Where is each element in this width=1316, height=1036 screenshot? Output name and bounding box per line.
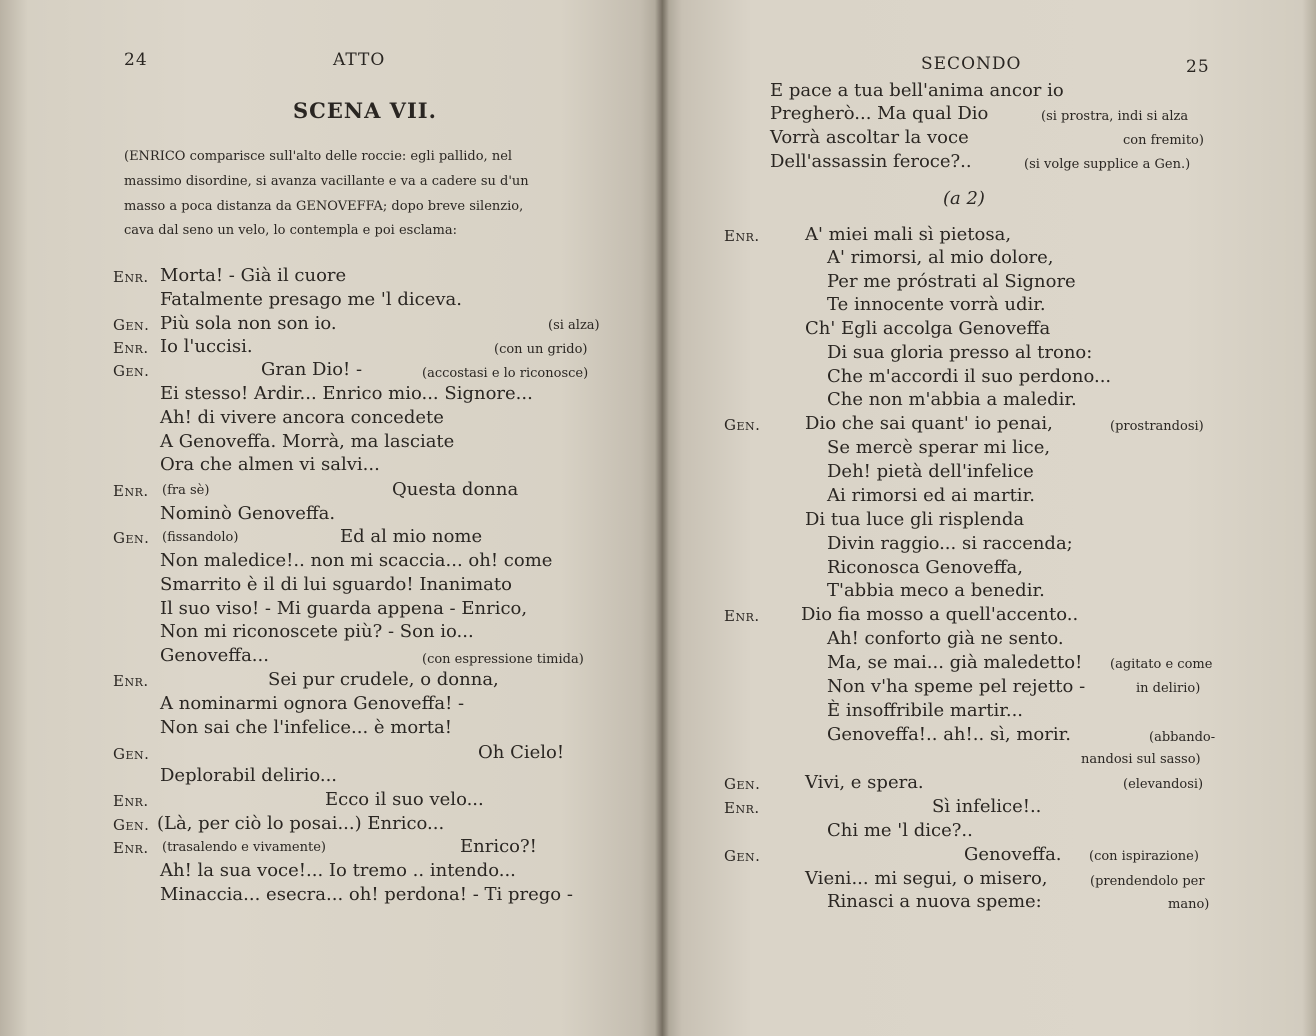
- stage-direction: (abbando-: [1149, 730, 1216, 745]
- running-head: ATTO: [333, 50, 386, 70]
- page-number: 24: [124, 50, 148, 70]
- verse-line: Vorrà ascoltar la voce: [770, 127, 969, 148]
- verse-line: Ed al mio nome: [340, 526, 483, 547]
- verse-line: A' miei mali sì pietosa,: [805, 224, 1012, 245]
- stage-direction: (fissandolo): [162, 530, 239, 545]
- speaker-label: Enr.: [113, 839, 149, 857]
- stage-direction: in delirio): [1136, 681, 1201, 696]
- verse-line: Per me próstrati al Signore: [827, 271, 1076, 292]
- book-gutter: [655, 0, 669, 1036]
- speaker-label: Enr.: [113, 482, 149, 500]
- right-page: [662, 0, 1316, 1036]
- stage-direction: mano): [1168, 897, 1210, 912]
- speaker-label: Gen.: [113, 745, 150, 763]
- verse-line: Io l'uccisi.: [160, 336, 253, 357]
- verse-line: Chi me 'l dice?..: [827, 820, 973, 841]
- verse-line: Ah! la sua voce!... Io tremo .. intendo...: [160, 860, 516, 881]
- verse-line: A' rimorsi, al mio dolore,: [827, 247, 1054, 268]
- verse-line: Ora che almen vi salvi...: [160, 454, 380, 475]
- speaker-label: Enr.: [724, 607, 760, 625]
- verse-line: E pace a tua bell'anima ancor io: [770, 80, 1064, 101]
- stage-direction: (si volge supplice a Gen.): [1024, 157, 1191, 172]
- speaker-label: Enr.: [113, 672, 149, 690]
- speaker-label: Enr.: [724, 227, 760, 245]
- verse-line: Smarrito è il di lui sguardo! Inanimato: [160, 574, 512, 595]
- speaker-label: Gen.: [724, 847, 761, 865]
- verse-line: A nominarmi ognora Genoveffa! -: [160, 693, 465, 714]
- verse-line: Non sai che l'infelice... è morta!: [160, 717, 452, 738]
- verse-line: Ai rimorsi ed ai martir.: [827, 485, 1035, 506]
- verse-line: Se mercè sperar mi lice,: [827, 437, 1051, 458]
- speaker-label: Gen.: [113, 362, 150, 380]
- verse-line: Rinasci a nuova speme:: [827, 891, 1042, 912]
- verse-line: Genoveffa!.. ah!.. sì, morir.: [827, 724, 1071, 745]
- stage-direction: (con un grido): [494, 342, 588, 357]
- verse-line: Ah! di vivere ancora concedete: [160, 407, 444, 428]
- verse-line: T'abbia meco a benedir.: [827, 580, 1045, 601]
- verse-line: Ma, se mai... già maledetto!: [827, 652, 1083, 673]
- stage-direction: (si prostra, indi si alza: [1041, 109, 1189, 124]
- speaker-label: Enr.: [724, 799, 760, 817]
- a-due-marker: (a 2): [943, 188, 985, 209]
- verse-line: Deplorabil delirio...: [160, 765, 338, 786]
- verse-line: Dell'assassin feroce?..: [770, 151, 972, 172]
- verse-line: Ei stesso! Ardir... Enrico mio... Signore...: [160, 383, 533, 404]
- verse-line: Oh Cielo!: [478, 742, 565, 763]
- verse-line: Nominò Genoveffa.: [160, 503, 336, 524]
- verse-line: Fatalmente presago me 'l diceva.: [160, 289, 462, 310]
- verse-line: Vieni... mi segui, o misero,: [805, 868, 1048, 889]
- verse-line: Ah! conforto già ne sento.: [827, 628, 1064, 649]
- verse-line: Genoveffa.: [964, 844, 1062, 865]
- stage-direction: (elevandosi): [1123, 777, 1204, 792]
- verse-line: (Là, per ciò lo posai...) Enrico...: [157, 813, 445, 834]
- verse-line: Te innocente vorrà udir.: [827, 294, 1046, 315]
- scene-title: SCENA VII.: [293, 98, 437, 123]
- stage-direction: (trasalendo e vivamente): [162, 840, 326, 855]
- speaker-label: Enr.: [113, 339, 149, 357]
- stage-direction-line: (ENRICO comparisce sull'alto delle roccie: egli pallido, nel: [124, 149, 513, 164]
- speaker-label: Gen.: [724, 775, 761, 793]
- stage-direction-line: masso a poca distanza da GENOVEFFA; dopo breve silenzio,: [124, 199, 524, 214]
- speaker-label: Gen.: [724, 416, 761, 434]
- speaker-label: Enr.: [113, 792, 149, 810]
- verse-line: Genoveffa...: [160, 645, 269, 666]
- stage-direction: (prostrandosi): [1110, 419, 1204, 434]
- speaker-label: Gen.: [113, 816, 150, 834]
- stage-direction: (con ispirazione): [1089, 849, 1199, 864]
- verse-line: È insoffribile martir...: [827, 700, 1024, 721]
- verse-line: Non v'ha speme pel rejetto -: [827, 676, 1086, 697]
- verse-line: Di tua luce gli risplenda: [805, 509, 1025, 530]
- verse-line: A Genoveffa. Morrà, ma lasciate: [160, 431, 455, 452]
- stage-direction: (con espressione timida): [422, 652, 584, 667]
- verse-line: Minaccia... esecra... oh! perdona! - Ti prego -: [160, 884, 573, 905]
- stage-direction: (agitato e come: [1110, 657, 1213, 672]
- stage-direction: (fra sè): [162, 483, 210, 498]
- verse-line: Che m'accordi il suo perdono...: [827, 366, 1112, 387]
- verse-line: Gran Dio! -: [261, 359, 363, 380]
- verse-line: Non maledice!.. non mi scaccia... oh! come: [160, 550, 553, 571]
- verse-line: Dio che sai quant' io penai,: [805, 413, 1053, 434]
- stage-direction: con fremito): [1123, 133, 1204, 148]
- verse-line: Ecco il suo velo...: [325, 789, 484, 810]
- verse-line: Riconosca Genoveffa,: [827, 557, 1023, 578]
- verse-line: Ch' Egli accolga Genoveffa: [805, 318, 1051, 339]
- verse-line: Deh! pietà dell'infelice: [827, 461, 1034, 482]
- verse-line: Vivi, e spera.: [805, 772, 924, 793]
- verse-line: Che non m'abbia a maledir.: [827, 389, 1077, 410]
- speaker-label: Enr.: [113, 268, 149, 286]
- stage-direction-line: cava dal seno un velo, lo contempla e poi esclama:: [124, 223, 457, 238]
- stage-direction: nandosi sul sasso): [1081, 752, 1201, 767]
- verse-line: Sì infelice!..: [932, 796, 1042, 817]
- page-number: 25: [1186, 57, 1210, 77]
- verse-line: Enrico?!: [460, 836, 537, 857]
- speaker-label: Gen.: [113, 316, 150, 334]
- verse-line: Divin raggio... si raccenda;: [827, 533, 1073, 554]
- verse-line: Questa donna: [392, 479, 519, 500]
- verse-line: Sei pur crudele, o donna,: [268, 669, 499, 690]
- speaker-label: Gen.: [113, 529, 150, 547]
- verse-line: Il suo viso! - Mi guarda appena - Enrico,: [160, 598, 528, 619]
- verse-line: Non mi riconoscete più? - Son io...: [160, 621, 474, 642]
- stage-direction: (si alza): [548, 318, 600, 333]
- verse-line: Dio fia mosso a quell'accento..: [801, 604, 1079, 625]
- stage-direction-line: massimo disordine, si avanza vacillante e va a cadere su d'un: [124, 174, 529, 189]
- running-head: SECONDO: [921, 54, 1022, 74]
- stage-direction: (prendendolo per: [1090, 874, 1205, 889]
- verse-line: Morta! - Già il cuore: [160, 265, 347, 286]
- verse-line: Di sua gloria presso al trono:: [827, 342, 1093, 363]
- verse-line: Più sola non son io.: [160, 313, 337, 334]
- verse-line: Pregherò... Ma qual Dio: [770, 103, 989, 124]
- stage-direction: (accostasi e lo riconosce): [422, 366, 589, 381]
